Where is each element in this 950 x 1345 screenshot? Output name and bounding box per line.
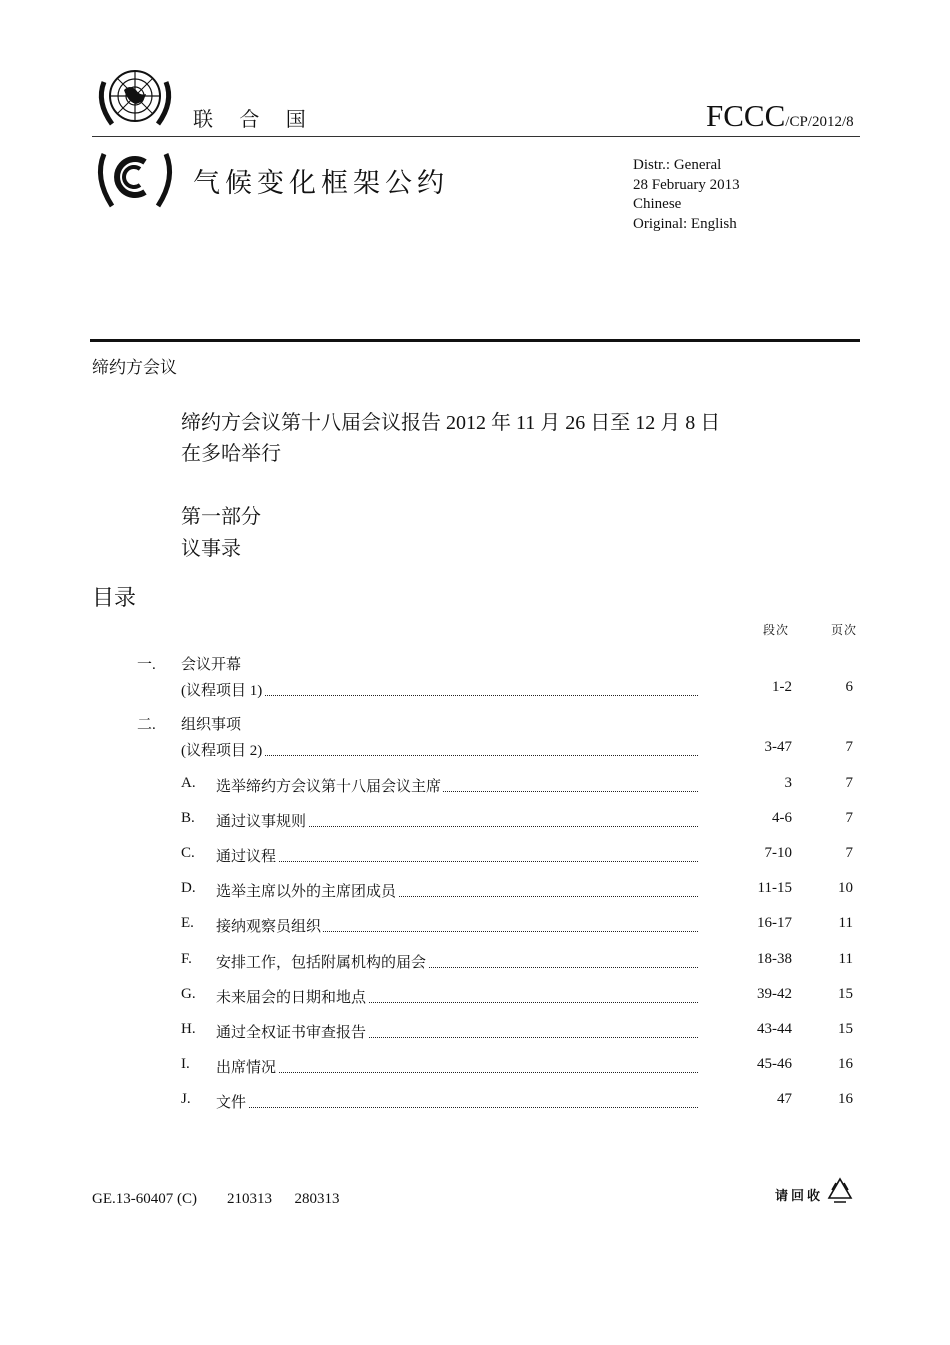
item-title: 选举主席以外的主席团成员	[216, 884, 397, 901]
item-title-line	[216, 1021, 698, 1041]
title-divider	[90, 339, 860, 342]
item-letter: F.	[181, 950, 192, 967]
item-title: 选举缔约方会议第十八届会议主席	[216, 779, 442, 795]
item-letter: C.	[181, 845, 195, 862]
distr-line: Distr.: General	[633, 157, 722, 173]
item-letter: E.	[181, 915, 194, 932]
item-paragraphs: 11-15	[757, 880, 792, 897]
recycle-label	[775, 1185, 823, 1204]
item-title: 出席情况	[216, 1059, 277, 1076]
item-title-line	[216, 951, 698, 971]
item-title: 通过议事规则	[216, 814, 307, 831]
chapter-title: 组织事项	[181, 717, 242, 733]
item-paragraphs: 47	[777, 1090, 792, 1107]
item-page: 16	[838, 1055, 853, 1072]
report-title-line1: 缔约方会议第十八届会议报告 2012 年 11 月 26 日至 12 月 8 日	[181, 412, 721, 434]
item-paragraphs: 7-10	[764, 845, 792, 862]
item-page: 11	[838, 915, 853, 932]
item-title: 安排工作，包括附属机构的届会	[216, 954, 427, 971]
chapter-paragraphs: 3-47	[764, 739, 792, 755]
item-title-line	[216, 1091, 698, 1111]
col-page: 页次	[831, 623, 858, 637]
footer-doc-code	[92, 1191, 340, 1208]
chapter-number: 二.	[137, 717, 156, 733]
item-letter: A.	[181, 775, 196, 791]
item-paragraphs: 39-42	[757, 985, 792, 1002]
item-title: 接纳观察员组织	[216, 919, 322, 936]
item-page: 7	[845, 775, 853, 791]
chapter-page: 6	[845, 679, 853, 695]
item-paragraphs: 3	[784, 775, 792, 791]
item-title-line	[216, 775, 698, 795]
item-paragraphs: 16-17	[757, 915, 792, 932]
item-letter: D.	[181, 880, 196, 897]
language-line: Chinese	[633, 196, 682, 212]
item-paragraphs: 43-44	[757, 1020, 792, 1037]
item-title-line	[216, 810, 698, 830]
toc-heading: 目录	[92, 586, 137, 611]
recycle-icon	[824, 1176, 856, 1206]
item-letter: J.	[181, 1090, 191, 1107]
chapter-subtitle-line	[181, 679, 698, 699]
item-letter: B.	[181, 810, 195, 827]
report-title-line2: 在多哈举行	[181, 443, 281, 465]
un-emblem-icon	[90, 62, 180, 134]
item-title-line	[216, 986, 698, 1006]
item-title-line	[216, 880, 698, 900]
item-page: 15	[838, 985, 853, 1002]
symbol-main: FCCC	[706, 98, 786, 133]
recycle-text: 请回收	[775, 1189, 824, 1204]
chapter-number: 一.	[137, 657, 156, 673]
convention-name: 气候变化框架公约	[193, 168, 449, 199]
item-title: 通过议程	[216, 849, 277, 866]
item-page: 7	[845, 845, 853, 862]
col-paragraphs: 段次	[763, 623, 790, 637]
header-divider	[92, 136, 860, 137]
item-paragraphs: 45-46	[757, 1055, 792, 1072]
part-label: 第一部分	[181, 504, 261, 528]
item-title: 文件	[216, 1094, 247, 1111]
item-title: 未来届会的日期和地点	[216, 989, 367, 1006]
chapter-subtitle: (议程项目 1)	[181, 683, 263, 699]
item-paragraphs: 18-38	[757, 950, 792, 967]
item-page: 16	[838, 1090, 853, 1107]
item-letter: G.	[181, 985, 196, 1002]
item-title: 通过全权证书审查报告	[216, 1024, 367, 1041]
document-symbol	[706, 98, 854, 134]
item-letter: H.	[181, 1020, 196, 1037]
symbol-suffix: /CP/2012/8	[785, 114, 854, 130]
chapter-page: 7	[845, 739, 853, 755]
item-letter: I.	[181, 1055, 190, 1072]
item-title-line	[216, 845, 698, 865]
unfccc-emblem-icon	[90, 142, 180, 214]
chapter-subtitle-line	[181, 739, 698, 759]
footer-num1: 210313	[227, 1191, 272, 1207]
original-line: Original: English	[633, 215, 737, 232]
chapter-title: 会议开幕	[181, 657, 242, 673]
chapter-paragraphs: 1-2	[772, 679, 792, 695]
report-title	[181, 408, 720, 470]
item-title-line	[216, 1056, 698, 1076]
item-title-line	[216, 915, 698, 935]
footer-num2: 280313	[294, 1191, 340, 1207]
chapter-subtitle: (议程项目 2)	[181, 743, 263, 759]
date-line: 28 February 2013	[633, 176, 740, 193]
doc-code: GE.13-60407 (C)	[92, 1191, 197, 1207]
part-title: 议事录	[181, 536, 241, 560]
distribution-block	[633, 156, 740, 234]
body-name: 缔约方会议	[92, 358, 177, 378]
un-name: 联 合 国	[193, 107, 316, 131]
part-heading	[181, 500, 261, 564]
item-page: 10	[838, 880, 853, 897]
item-page: 11	[838, 950, 853, 967]
item-page: 15	[838, 1020, 853, 1037]
item-paragraphs: 4-6	[772, 810, 792, 827]
item-page: 7	[845, 810, 853, 827]
